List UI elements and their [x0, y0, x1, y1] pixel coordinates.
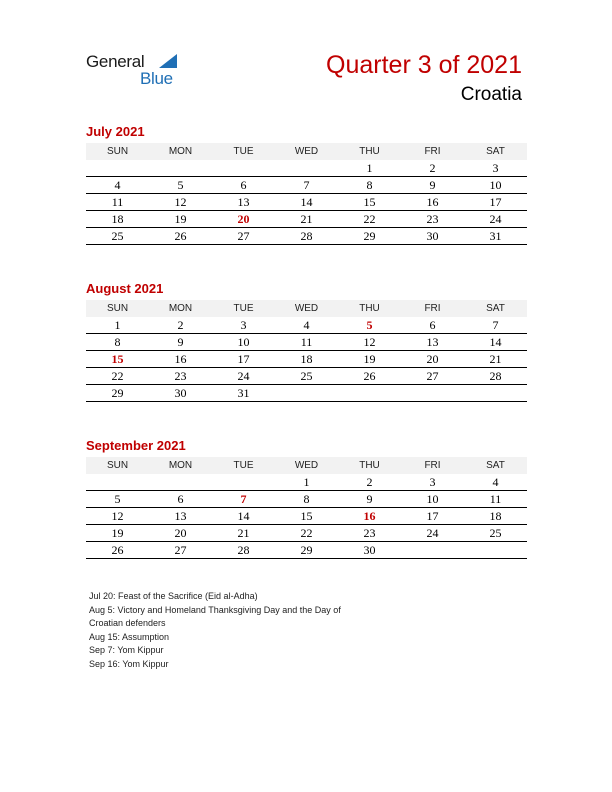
day-cell: 21 [212, 525, 275, 542]
day-cell: 30 [338, 542, 401, 559]
day-cell: 2 [338, 474, 401, 491]
day-cell: 16 [401, 194, 464, 211]
holiday-day-cell: 7 [212, 491, 275, 508]
day-cell: 31 [464, 228, 527, 245]
country-name: Croatia [460, 84, 522, 105]
day-cell: 13 [401, 334, 464, 351]
day-cell: 3 [212, 317, 275, 334]
day-cell: 21 [275, 211, 338, 228]
empty-day-cell [338, 385, 401, 402]
weekday-header: SAT [464, 143, 527, 160]
weekday-header: TUE [212, 457, 275, 474]
weekday-header: SAT [464, 300, 527, 317]
month-september [86, 437, 527, 559]
holiday-note: Sep 16: Yom Kippur [89, 658, 169, 669]
weekday-header: WED [275, 457, 338, 474]
holiday-note: Croatian defenders [89, 618, 166, 628]
holiday-note: Jul 20: Feast of the Sacrifice (Eid al-Adha) [89, 591, 258, 601]
day-cell: 29 [275, 542, 338, 559]
empty-day-cell [86, 160, 149, 177]
page-title: Quarter 3 of 2021 [326, 51, 522, 79]
day-cell: 8 [275, 491, 338, 508]
day-cell: 30 [149, 385, 212, 402]
day-cell: 19 [338, 351, 401, 368]
day-cell: 10 [401, 491, 464, 508]
weekday-header: TUE [212, 300, 275, 317]
holiday-day-cell: 20 [212, 211, 275, 228]
day-cell: 24 [212, 368, 275, 385]
weekday-header: MON [149, 457, 212, 474]
day-cell: 25 [86, 228, 149, 245]
day-cell: 7 [275, 177, 338, 194]
day-cell: 10 [212, 334, 275, 351]
holiday-note: Aug 5: Victory and Homeland Thanksgiving Day and the Day of [89, 604, 341, 615]
day-cell: 22 [86, 368, 149, 385]
logo-triangle-icon [159, 54, 177, 68]
empty-day-cell [149, 474, 212, 491]
day-cell: 24 [464, 211, 527, 228]
day-cell: 15 [275, 508, 338, 525]
day-cell: 23 [149, 368, 212, 385]
holiday-day-cell: 16 [338, 508, 401, 525]
day-cell: 19 [86, 525, 149, 542]
brand-logo [86, 52, 196, 92]
day-cell: 25 [464, 525, 527, 542]
empty-day-cell [86, 474, 149, 491]
day-cell: 17 [212, 351, 275, 368]
weekday-header: FRI [401, 300, 464, 317]
day-cell: 14 [464, 334, 527, 351]
weekday-header: SUN [86, 300, 149, 317]
weekday-header: FRI [401, 143, 464, 160]
day-cell: 20 [149, 525, 212, 542]
day-cell: 1 [86, 317, 149, 334]
day-cell: 6 [149, 491, 212, 508]
day-cell: 27 [149, 542, 212, 559]
day-cell: 26 [86, 542, 149, 559]
day-cell: 3 [401, 474, 464, 491]
day-cell: 30 [401, 228, 464, 245]
day-cell: 28 [212, 542, 275, 559]
day-cell: 27 [212, 228, 275, 245]
day-cell: 18 [464, 508, 527, 525]
day-cell: 12 [86, 508, 149, 525]
day-cell: 4 [464, 474, 527, 491]
day-cell: 17 [401, 508, 464, 525]
day-cell: 26 [149, 228, 212, 245]
month-title: September 2021 [86, 438, 186, 453]
day-cell: 21 [464, 351, 527, 368]
empty-day-cell [401, 542, 464, 559]
weekday-header: THU [338, 300, 401, 317]
day-cell: 14 [212, 508, 275, 525]
empty-day-cell [464, 542, 527, 559]
weekday-header: WED [275, 143, 338, 160]
day-cell: 11 [86, 194, 149, 211]
empty-day-cell [464, 385, 527, 402]
weekday-header: SUN [86, 143, 149, 160]
day-cell: 20 [401, 351, 464, 368]
day-cell: 15 [338, 194, 401, 211]
day-cell: 10 [464, 177, 527, 194]
empty-day-cell [212, 474, 275, 491]
day-cell: 18 [86, 211, 149, 228]
weekday-header: THU [338, 143, 401, 160]
day-cell: 1 [338, 160, 401, 177]
holiday-note: Aug 15: Assumption [89, 631, 170, 642]
day-cell: 11 [275, 334, 338, 351]
day-cell: 3 [464, 160, 527, 177]
empty-day-cell [212, 160, 275, 177]
day-cell: 8 [86, 334, 149, 351]
day-cell: 9 [338, 491, 401, 508]
holiday-note: Sep 7: Yom Kippur [89, 645, 164, 655]
day-cell: 4 [275, 317, 338, 334]
day-cell: 23 [338, 525, 401, 542]
weekday-header: SUN [86, 457, 149, 474]
day-cell: 12 [338, 334, 401, 351]
holiday-day-cell: 15 [86, 351, 149, 368]
day-cell: 29 [86, 385, 149, 402]
day-cell: 14 [275, 194, 338, 211]
empty-day-cell [275, 385, 338, 402]
day-cell: 6 [212, 177, 275, 194]
calendar-grid [86, 300, 527, 402]
day-cell: 26 [338, 368, 401, 385]
day-cell: 8 [338, 177, 401, 194]
month-title: July 2021 [86, 124, 145, 139]
logo-text-blue: Blue [140, 69, 173, 88]
day-cell: 13 [149, 508, 212, 525]
day-cell: 16 [149, 351, 212, 368]
day-cell: 31 [212, 385, 275, 402]
day-cell: 22 [338, 211, 401, 228]
day-cell: 18 [275, 351, 338, 368]
day-cell: 12 [149, 194, 212, 211]
day-cell: 11 [464, 491, 527, 508]
day-cell: 29 [338, 228, 401, 245]
weekday-header: TUE [212, 143, 275, 160]
day-cell: 4 [86, 177, 149, 194]
day-cell: 28 [275, 228, 338, 245]
day-cell: 2 [401, 160, 464, 177]
holiday-day-cell: 5 [338, 317, 401, 334]
day-cell: 25 [275, 368, 338, 385]
empty-day-cell [275, 160, 338, 177]
day-cell: 1 [275, 474, 338, 491]
day-cell: 6 [401, 317, 464, 334]
day-cell: 17 [464, 194, 527, 211]
day-cell: 5 [149, 177, 212, 194]
day-cell: 23 [401, 211, 464, 228]
day-cell: 2 [149, 317, 212, 334]
calendar-grid [86, 143, 527, 245]
day-cell: 28 [464, 368, 527, 385]
day-cell: 5 [86, 491, 149, 508]
month-july [86, 123, 527, 245]
day-cell: 13 [212, 194, 275, 211]
weekday-header: WED [275, 300, 338, 317]
empty-day-cell [401, 385, 464, 402]
day-cell: 19 [149, 211, 212, 228]
day-cell: 27 [401, 368, 464, 385]
day-cell: 9 [149, 334, 212, 351]
calendar-grid [86, 457, 527, 559]
day-cell: 22 [275, 525, 338, 542]
day-cell: 9 [401, 177, 464, 194]
month-august [86, 280, 527, 402]
empty-day-cell [149, 160, 212, 177]
weekday-header: MON [149, 143, 212, 160]
weekday-header: FRI [401, 457, 464, 474]
holiday-notes [89, 590, 341, 671]
month-title: August 2021 [86, 281, 164, 296]
weekday-header: THU [338, 457, 401, 474]
weekday-header: MON [149, 300, 212, 317]
logo-text-general: General [86, 52, 145, 71]
weekday-header: SAT [464, 457, 527, 474]
day-cell: 7 [464, 317, 527, 334]
day-cell: 24 [401, 525, 464, 542]
